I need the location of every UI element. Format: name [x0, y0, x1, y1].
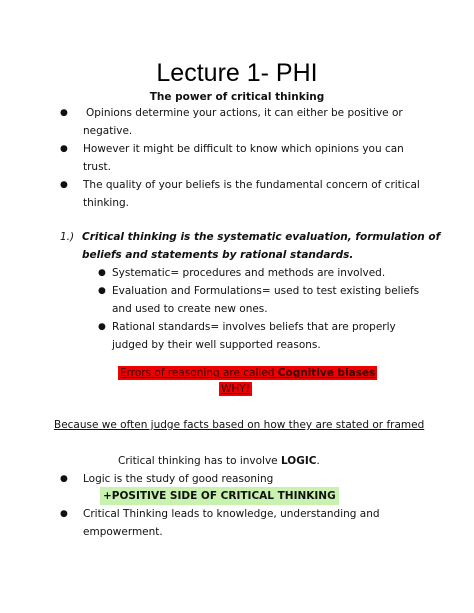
sub-bullet-text-cont: judged by their well supported reasons. — [112, 339, 321, 351]
bullet-marker: ● — [98, 286, 106, 296]
bullet-text-cont: negative. — [83, 125, 133, 137]
bullet-marker: ● — [60, 474, 68, 484]
why-text: WHY! — [221, 383, 250, 395]
logic-post: . — [316, 455, 320, 467]
last-bullet-text-cont: empowerment. — [83, 526, 163, 538]
sub-bullet-text: Evaluation and Formulations= used to test existing beliefs — [112, 285, 420, 297]
sub-bullet-text: Systematic= procedures and methods are involved. — [112, 267, 386, 279]
bullet-marker: ● — [98, 268, 106, 278]
because-statement: Because we often judge facts based on how they are stated or framed — [54, 419, 425, 431]
bullet-text: However it might be difficult to know which opinions you can — [83, 143, 404, 155]
logic-statement — [118, 452, 320, 470]
bullet-text: Opinions determine your actions, it can either be positive or — [86, 107, 403, 119]
bullet-text-cont: trust. — [83, 161, 112, 173]
definition-number: 1.) — [60, 231, 75, 243]
page-subtitle: The power of critical thinking — [149, 91, 325, 103]
last-bullet-text: Critical Thinking leads to knowledge, understanding and — [83, 508, 380, 520]
definition-line-1: Critical thinking is the systematic evaluation, formulation of — [82, 231, 441, 243]
bullet-marker: ● — [60, 144, 68, 154]
bullet-marker: ● — [60, 509, 68, 519]
definition-line-2: beliefs and statements by rational standards. — [82, 249, 354, 261]
bullet-marker: ● — [98, 322, 106, 332]
why-highlight — [219, 382, 252, 396]
bullet-marker: ● — [60, 180, 68, 190]
logic-bold: LOGIC — [280, 455, 317, 467]
page-title: Lecture 1- PHI — [156, 59, 318, 87]
errors-text: Errors of reasoning are called — [120, 367, 278, 379]
logic-bullet-text: Logic is the study of good reasoning — [83, 473, 274, 485]
cognitive-biases-text: Cognitive biases — [277, 367, 376, 379]
bullet-text: The quality of your beliefs is the fundamental concern of critical — [83, 179, 420, 191]
positive-side-highlight: +POSITIVE SIDE OF CRITICAL THINKING — [100, 487, 339, 505]
logic-pre: Critical thinking has to involve — [118, 455, 281, 467]
errors-highlight — [118, 366, 377, 380]
sub-bullet-text-cont: and used to create new ones. — [112, 303, 268, 315]
bullet-text-cont: thinking. — [83, 197, 129, 209]
bullet-marker: ● — [60, 108, 68, 118]
sub-bullet-text: Rational standards= involves beliefs that are properly — [112, 321, 396, 333]
